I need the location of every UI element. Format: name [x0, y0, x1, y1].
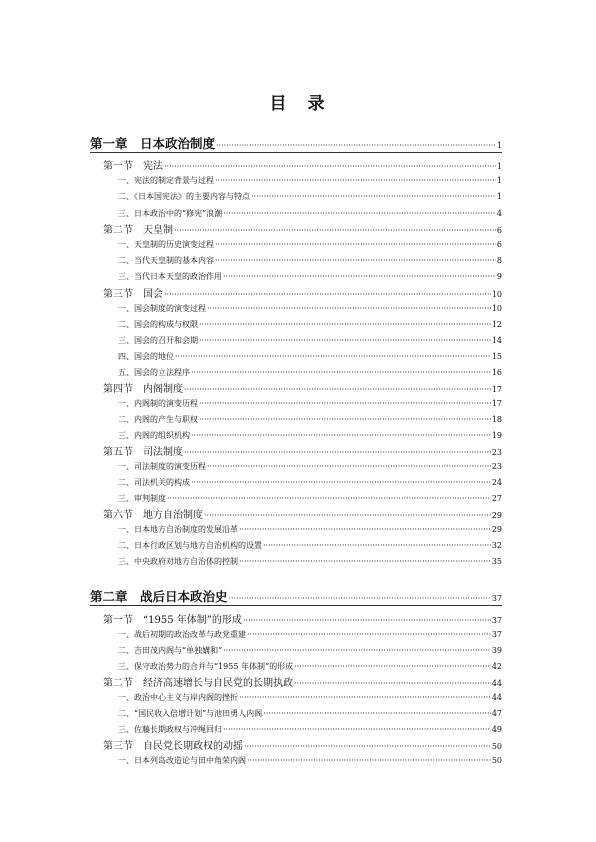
page-number: 12: [491, 320, 502, 329]
item-title: 四、国会的地位: [118, 352, 174, 361]
page-number: 16: [491, 368, 502, 377]
toc-section[interactable]: [103, 285, 502, 301]
leader-dots: [294, 679, 491, 688]
leader-dots: [184, 385, 491, 394]
leader-dots: [216, 141, 496, 150]
toc-chapter-2[interactable]: [90, 587, 502, 607]
leader-dots: [174, 226, 496, 235]
page-number: 42: [491, 662, 502, 671]
page-number: 27: [491, 494, 502, 503]
page-number: 14: [491, 336, 502, 345]
toc-item[interactable]: [118, 755, 502, 770]
page-number: 39: [491, 646, 502, 655]
item-title: 三、当代日本天皇的政治作用: [118, 272, 222, 281]
leader-dots: [263, 541, 491, 550]
item-title: 一、政治中心主义与岸内阁的挫折: [118, 693, 238, 702]
toc-section[interactable]: [103, 221, 502, 237]
item-title: 三、保守政治势力的合并与“1955 年体制”的形成: [118, 662, 294, 671]
page-number: 50: [491, 742, 502, 751]
item-title: 一、战后初期的政治改革与政党重建: [118, 630, 246, 639]
page-number: 18: [491, 415, 502, 424]
toc-item[interactable]: [118, 477, 502, 492]
leader-dots: [251, 192, 496, 201]
toc-chapter-1[interactable]: [90, 134, 502, 154]
leader-dots: [223, 725, 491, 734]
leader-dots: [184, 448, 491, 457]
item-title: 二、当代天皇制的基本内容: [118, 256, 214, 265]
toc-item[interactable]: [118, 191, 502, 206]
item-title: 一、内阁制的演变历程: [118, 399, 198, 408]
leader-dots: [239, 557, 491, 566]
leader-dots: [164, 162, 496, 171]
leader-dots: [191, 431, 491, 440]
page-number: 10: [491, 304, 502, 313]
toc-item[interactable]: [118, 524, 502, 539]
leader-dots: [207, 304, 491, 313]
leader-dots: [191, 368, 491, 377]
page-number: 6: [496, 226, 502, 235]
leader-dots: [223, 646, 491, 655]
item-title: 二、日本行政区划与地方自治机构的设置: [118, 541, 262, 550]
item-title: 三、日本政治中的“修宪”浪潮: [118, 209, 223, 218]
toc-item[interactable]: [118, 645, 502, 660]
page-number: 50: [491, 756, 502, 765]
toc-section[interactable]: [103, 443, 502, 459]
toc-section[interactable]: [103, 506, 502, 522]
toc-item[interactable]: [118, 708, 502, 723]
leader-dots: [199, 415, 491, 424]
section-title: 第三节 国会: [103, 289, 163, 300]
item-title: 二、司法机关的构成: [118, 478, 190, 487]
toc-item[interactable]: [118, 239, 502, 254]
item-title: 一、日本地方自治制度的发展沿革: [118, 525, 238, 534]
section-title: 第二节 经济高速增长与自民党的长期执政: [103, 678, 293, 689]
page-number: 37: [491, 594, 502, 603]
leader-dots: [239, 525, 491, 534]
page-number: 9: [496, 272, 502, 281]
toc-section[interactable]: [103, 611, 502, 627]
page-number: 44: [491, 693, 502, 702]
page-number: 1: [496, 141, 502, 150]
leader-dots: [204, 511, 491, 520]
section-title: 第四节 内阁制度: [103, 384, 183, 395]
chapter-rule: [90, 605, 502, 606]
item-title: 一、司法制度的演变历程: [118, 462, 206, 471]
item-title: 三、内阁的组织机构: [118, 431, 190, 440]
leader-dots: [164, 290, 491, 299]
leader-dots: [167, 494, 491, 503]
page-number: 44: [491, 679, 502, 688]
page-number: 1: [496, 162, 502, 171]
leader-dots: [263, 709, 491, 718]
leader-dots: [229, 594, 491, 603]
leader-dots: [247, 756, 491, 765]
page-number: 17: [491, 399, 502, 408]
item-title: 一、宪法的制定背景与过程: [118, 176, 214, 185]
section-title: 第二节 天皇制: [103, 225, 173, 236]
page-number: 37: [491, 630, 502, 639]
item-title: 二、吉田茂内阁与“单独媾和”: [118, 646, 223, 655]
leader-dots: [191, 478, 491, 487]
item-title: 三、审判制度: [118, 494, 166, 503]
toc-item[interactable]: [118, 692, 502, 707]
chapter-title: 第二章 战后日本政治史: [90, 589, 228, 604]
leader-dots: [294, 662, 491, 671]
item-title: 二、“国民收入倍增计划”与池田勇人内阁: [118, 709, 263, 718]
toc-item[interactable]: [118, 271, 502, 286]
toc-item[interactable]: [118, 255, 502, 270]
item-title: 二、内阁的产生与职权: [118, 415, 198, 424]
section-title: 第一节 “1955 年体制”的形成: [103, 615, 242, 626]
item-title: 一、天皇制的历史演变过程: [118, 240, 214, 249]
item-title: 一、日本列岛改造论与田中角荣内阁: [118, 756, 246, 765]
page-title: 目 录: [269, 94, 327, 114]
toc-item[interactable]: [118, 461, 502, 476]
page-number: 8: [496, 256, 502, 265]
page-number: 24: [491, 478, 502, 487]
section-title: 第五节 司法制度: [103, 447, 183, 458]
page-number: 37: [491, 616, 502, 625]
page-number: 32: [491, 541, 502, 550]
toc-item[interactable]: [118, 414, 502, 429]
page-number: 35: [491, 557, 502, 566]
leader-dots: [239, 693, 491, 702]
page-number: 49: [491, 725, 502, 734]
page-number: 1: [496, 192, 502, 201]
leader-dots: [175, 352, 491, 361]
page-number: 29: [491, 511, 502, 520]
item-title: 五、国会的立法程序: [118, 368, 190, 377]
leader-dots: [244, 742, 491, 751]
item-title: 三、国会的召开和会期: [118, 336, 198, 345]
leader-dots: [223, 272, 496, 281]
page-number: 23: [491, 462, 502, 471]
chapter-title: 第一章 日本政治制度: [90, 136, 216, 151]
toc-item[interactable]: [118, 629, 502, 644]
toc-item[interactable]: [118, 540, 502, 555]
page-number: 47: [491, 709, 502, 718]
toc-item[interactable]: [118, 319, 502, 334]
leader-dots: [199, 399, 491, 408]
page-number: 4: [496, 209, 502, 218]
toc-section[interactable]: [103, 674, 502, 690]
leader-dots: [243, 616, 491, 625]
leader-dots: [215, 240, 496, 249]
leader-dots: [199, 336, 491, 345]
toc-section[interactable]: [103, 737, 502, 753]
leader-dots: [207, 462, 491, 471]
chapter-rule: [90, 152, 502, 153]
page-number: 29: [491, 525, 502, 534]
page-number: 15: [491, 352, 502, 361]
toc-section[interactable]: [103, 380, 502, 396]
page-number: 19: [491, 431, 502, 440]
toc-item[interactable]: [118, 556, 502, 571]
leader-dots: [199, 320, 491, 329]
page-number: 6: [496, 240, 502, 249]
toc-item[interactable]: [118, 303, 502, 318]
toc-item[interactable]: [118, 351, 502, 366]
item-title: 一、国会制度的演变过程: [118, 304, 206, 313]
toc-item[interactable]: [118, 335, 502, 350]
page-number: 1: [496, 176, 502, 185]
toc-item[interactable]: [118, 398, 502, 413]
toc-item[interactable]: [118, 175, 502, 190]
leader-dots: [215, 256, 496, 265]
toc-section[interactable]: [103, 157, 502, 173]
item-title: 二、国会的构成与权限: [118, 320, 198, 329]
item-title: 三、中央政府对地方自治体的控制: [118, 557, 238, 566]
page-number: 10: [491, 290, 502, 299]
section-title: 第一节 宪法: [103, 161, 163, 172]
leader-dots: [223, 209, 496, 218]
section-title: 第六节 地方自治制度: [103, 510, 203, 521]
page-number: 23: [491, 448, 502, 457]
leader-dots: [215, 176, 496, 185]
page-number: 17: [491, 385, 502, 394]
item-title: 三、佐藤长期政权与冲绳回归: [118, 725, 222, 734]
section-title: 第三节 自民党长期政权的动摇: [103, 741, 243, 752]
leader-dots: [247, 630, 491, 639]
item-title: 二、《日本国宪法》的主要内容与特点: [118, 192, 250, 201]
